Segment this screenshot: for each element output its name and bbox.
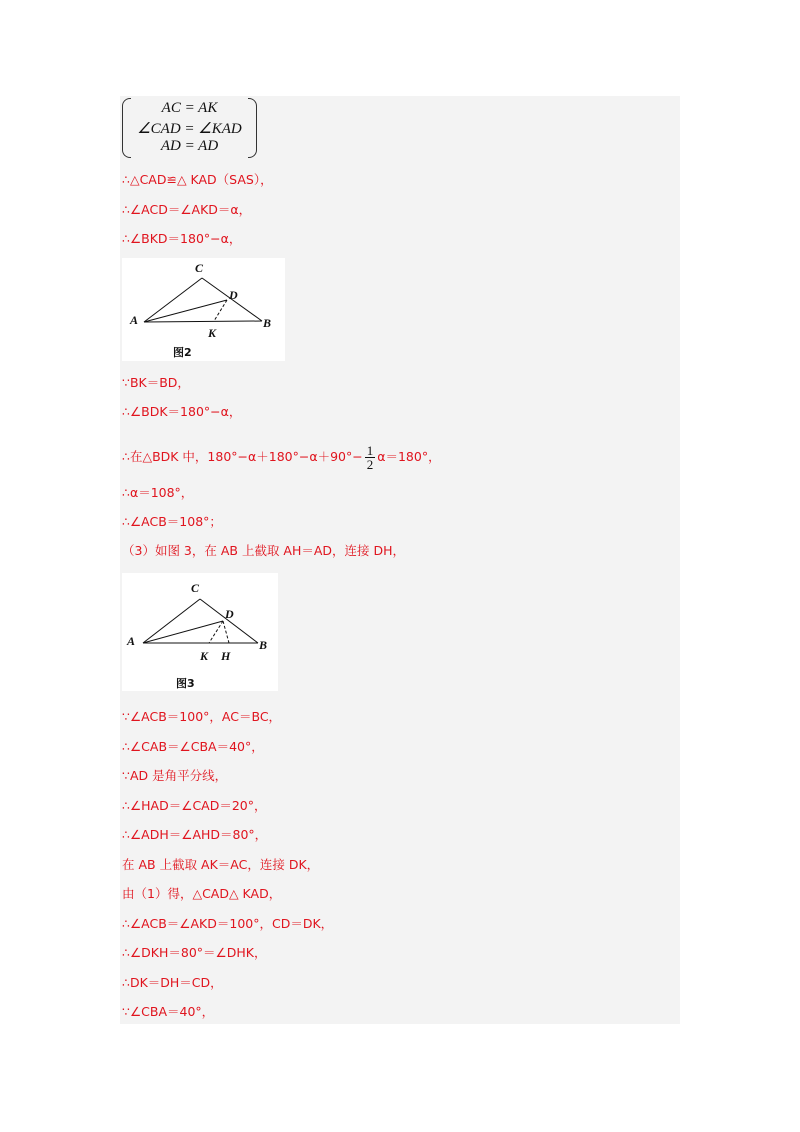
equation-row-3: AD = AD bbox=[160, 138, 219, 154]
figure-2 bbox=[122, 258, 285, 361]
label-b: B bbox=[263, 316, 272, 330]
text-line: ∴△CAD≌△ KAD（SAS）， bbox=[122, 172, 273, 187]
figure-2-caption: 图2 bbox=[173, 346, 192, 359]
figure-3 bbox=[122, 573, 278, 691]
equation-row-1: AC = AK bbox=[161, 100, 218, 116]
fraction-denominator: 2 bbox=[366, 457, 374, 472]
fraction-numerator: 1 bbox=[366, 443, 374, 458]
text-line-with-fraction bbox=[122, 444, 441, 471]
label-h: H bbox=[221, 649, 231, 663]
label-k: K bbox=[208, 326, 217, 340]
text-line: ∴∠BKD＝180°−α， bbox=[122, 231, 242, 246]
figure-3-diagram bbox=[122, 573, 278, 691]
text-line: ∴∠ACD＝∠AKD＝α， bbox=[122, 202, 252, 217]
text-line: 由（1）得，△CAD△ KAD， bbox=[122, 886, 282, 901]
text-line: ∴∠ACB＝∠AKD＝100°，CD＝DK， bbox=[122, 916, 334, 931]
label-a: A bbox=[130, 313, 139, 327]
text-line: ∴∠BDK＝180°−α， bbox=[122, 404, 242, 419]
equation-system bbox=[122, 98, 257, 158]
text-line: ∵∠CBA＝40°， bbox=[122, 1004, 215, 1019]
text-line: ∴∠ACB＝108°； bbox=[122, 514, 222, 529]
text-line: ∴α＝108°， bbox=[122, 485, 194, 500]
label-a: A bbox=[127, 634, 136, 648]
label-c: C bbox=[195, 261, 204, 275]
text-line: ∵AD 是角平分线， bbox=[122, 768, 228, 783]
text-line: ∴∠CAB＝∠CBA＝40°， bbox=[122, 739, 264, 754]
text-line: ∴∠HAD＝∠CAD＝20°， bbox=[122, 798, 267, 813]
label-k: K bbox=[200, 649, 209, 663]
fraction-one-half bbox=[365, 444, 376, 471]
text-segment: α＝180°， bbox=[377, 449, 441, 464]
text-line: （3）如图 3，在 AB 上截取 AH＝AD，连接 DH， bbox=[122, 543, 406, 558]
text-segment: ∴在△BDK 中，180°−α＋180°−α＋90°− bbox=[122, 449, 363, 464]
text-line: ∵∠ACB＝100°，AC＝BC， bbox=[122, 709, 282, 724]
text-line: ∵BK＝BD， bbox=[122, 375, 190, 390]
label-c: C bbox=[191, 581, 200, 595]
text-line: ∴∠ADH＝∠AHD＝80°， bbox=[122, 827, 268, 842]
figure-3-caption: 图3 bbox=[176, 677, 195, 690]
figure-2-diagram bbox=[122, 258, 285, 361]
equation-row-2: ∠CAD = ∠KAD bbox=[137, 121, 242, 137]
text-line: ∴DK＝DH＝CD， bbox=[122, 975, 223, 990]
label-d: D bbox=[225, 607, 234, 621]
text-line: ∴∠DKH＝80°＝∠DHK， bbox=[122, 945, 267, 960]
text-line: 在 AB 上截取 AK＝AC，连接 DK， bbox=[122, 857, 320, 872]
label-b: B bbox=[259, 638, 268, 652]
label-d: D bbox=[229, 288, 238, 302]
